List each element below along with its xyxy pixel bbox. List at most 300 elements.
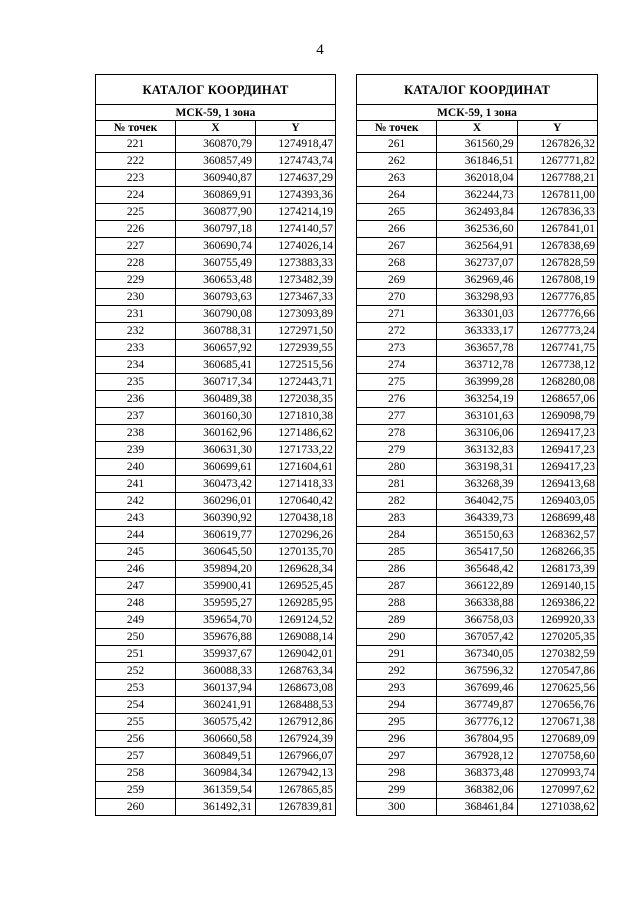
point-number-cell: 289 (357, 612, 437, 629)
table-row (357, 221, 598, 238)
table-row (357, 714, 598, 731)
table-row (357, 442, 598, 459)
table-row (96, 238, 336, 255)
point-number-cell: 293 (357, 680, 437, 697)
y-coordinate-cell: 1271486,62 (256, 425, 336, 442)
y-coordinate-cell: 1267828,59 (517, 255, 597, 272)
x-coordinate-cell: 363301,03 (437, 306, 517, 323)
x-coordinate-cell: 362536,60 (437, 221, 517, 238)
point-number-cell: 284 (357, 527, 437, 544)
x-coordinate-cell: 362493,84 (437, 204, 517, 221)
x-coordinate-cell: 360657,92 (176, 340, 256, 357)
y-coordinate-cell: 1267741,75 (517, 340, 597, 357)
table-row (96, 510, 336, 527)
table-row (96, 408, 336, 425)
table-row (96, 799, 336, 816)
table-row (357, 799, 598, 816)
x-coordinate-cell: 360489,38 (176, 391, 256, 408)
table-row (357, 204, 598, 221)
y-coordinate-cell: 1269124,52 (256, 612, 336, 629)
y-coordinate-cell: 1271810,38 (256, 408, 336, 425)
table-row (357, 153, 598, 170)
x-coordinate-cell: 360940,87 (176, 170, 256, 187)
column-header-point-number: № точек (96, 121, 176, 136)
x-coordinate-cell: 360645,50 (176, 544, 256, 561)
x-coordinate-cell: 360877,90 (176, 204, 256, 221)
point-number-cell: 296 (357, 731, 437, 748)
y-coordinate-cell: 1268657,06 (517, 391, 597, 408)
x-coordinate-cell: 360699,61 (176, 459, 256, 476)
x-coordinate-cell: 360793,63 (176, 289, 256, 306)
table-row (357, 663, 598, 680)
table-row (96, 663, 336, 680)
y-coordinate-cell: 1267942,13 (256, 765, 336, 782)
point-number-cell: 246 (96, 561, 176, 578)
x-coordinate-cell: 368382,06 (437, 782, 517, 799)
point-number-cell: 232 (96, 323, 176, 340)
table-row (96, 187, 336, 204)
catalog-title: КАТАЛОГ КООРДИНАТ (96, 75, 336, 105)
point-number-cell: 281 (357, 476, 437, 493)
y-coordinate-cell: 1270640,42 (256, 493, 336, 510)
table-row (357, 425, 598, 442)
point-number-cell: 298 (357, 765, 437, 782)
y-coordinate-cell: 1270656,76 (517, 697, 597, 714)
x-coordinate-cell: 365648,42 (437, 561, 517, 578)
y-coordinate-cell: 1268173,39 (517, 561, 597, 578)
y-coordinate-cell: 1269088,14 (256, 629, 336, 646)
y-coordinate-cell: 1270671,38 (517, 714, 597, 731)
point-number-cell: 265 (357, 204, 437, 221)
y-coordinate-cell: 1274140,57 (256, 221, 336, 238)
point-number-cell: 264 (357, 187, 437, 204)
x-coordinate-cell: 363712,78 (437, 357, 517, 374)
table-row (357, 340, 598, 357)
y-coordinate-cell: 1270135,70 (256, 544, 336, 561)
y-coordinate-cell: 1267773,24 (517, 323, 597, 340)
table-row (357, 680, 598, 697)
point-number-cell: 241 (96, 476, 176, 493)
point-number-cell: 228 (96, 255, 176, 272)
point-number-cell: 292 (357, 663, 437, 680)
point-number-cell: 294 (357, 697, 437, 714)
x-coordinate-cell: 360631,30 (176, 442, 256, 459)
table-row (357, 765, 598, 782)
column-header-x: X (437, 121, 517, 136)
page-number: 4 (316, 42, 324, 58)
table-row (357, 459, 598, 476)
table-row (96, 680, 336, 697)
y-coordinate-cell: 1274918,47 (256, 136, 336, 153)
x-coordinate-cell: 359894,20 (176, 561, 256, 578)
point-number-cell: 266 (357, 221, 437, 238)
x-coordinate-cell: 367340,05 (437, 646, 517, 663)
x-coordinate-cell: 367804,95 (437, 731, 517, 748)
x-coordinate-cell: 367699,46 (437, 680, 517, 697)
point-number-cell: 261 (357, 136, 437, 153)
column-header-y: Y (517, 121, 597, 136)
y-coordinate-cell: 1267776,66 (517, 306, 597, 323)
y-coordinate-cell: 1273883,33 (256, 255, 336, 272)
point-number-cell: 227 (96, 238, 176, 255)
table-row (357, 323, 598, 340)
point-number-cell: 222 (96, 153, 176, 170)
x-coordinate-cell: 361560,29 (437, 136, 517, 153)
table-row (96, 578, 336, 595)
point-number-cell: 291 (357, 646, 437, 663)
x-coordinate-cell: 360755,49 (176, 255, 256, 272)
x-coordinate-cell: 367596,32 (437, 663, 517, 680)
table-row (357, 374, 598, 391)
point-number-cell: 274 (357, 357, 437, 374)
point-number-cell: 252 (96, 663, 176, 680)
y-coordinate-cell: 1269413,68 (517, 476, 597, 493)
x-coordinate-cell: 359900,41 (176, 578, 256, 595)
point-number-cell: 224 (96, 187, 176, 204)
x-coordinate-cell: 368373,48 (437, 765, 517, 782)
y-coordinate-cell: 1269920,33 (517, 612, 597, 629)
y-coordinate-cell: 1274026,14 (256, 238, 336, 255)
table-row (357, 408, 598, 425)
x-coordinate-cell: 362564,91 (437, 238, 517, 255)
point-number-cell: 287 (357, 578, 437, 595)
point-number-cell: 268 (357, 255, 437, 272)
x-coordinate-cell: 367928,12 (437, 748, 517, 765)
table-row (96, 425, 336, 442)
y-coordinate-cell: 1267788,21 (517, 170, 597, 187)
x-coordinate-cell: 360870,79 (176, 136, 256, 153)
x-coordinate-cell: 360984,34 (176, 765, 256, 782)
y-coordinate-cell: 1271733,22 (256, 442, 336, 459)
x-coordinate-cell: 363657,78 (437, 340, 517, 357)
table-row (96, 136, 336, 153)
y-coordinate-cell: 1274393,36 (256, 187, 336, 204)
point-number-cell: 257 (96, 748, 176, 765)
x-coordinate-cell: 363198,31 (437, 459, 517, 476)
table-row (96, 272, 336, 289)
table-row (357, 272, 598, 289)
coordinate-system-zone: МСК-59, 1 зона (357, 105, 598, 121)
point-number-cell: 255 (96, 714, 176, 731)
point-number-cell: 225 (96, 204, 176, 221)
table-row (96, 459, 336, 476)
point-number-cell: 272 (357, 323, 437, 340)
point-number-cell: 230 (96, 289, 176, 306)
table-row (357, 782, 598, 799)
table-row (96, 782, 336, 799)
y-coordinate-cell: 1268763,34 (256, 663, 336, 680)
x-coordinate-cell: 362244,73 (437, 187, 517, 204)
x-coordinate-cell: 362737,07 (437, 255, 517, 272)
y-coordinate-cell: 1267808,19 (517, 272, 597, 289)
y-coordinate-cell: 1269285,95 (256, 595, 336, 612)
point-number-cell: 273 (357, 340, 437, 357)
x-coordinate-cell: 360690,74 (176, 238, 256, 255)
y-coordinate-cell: 1269628,34 (256, 561, 336, 578)
x-coordinate-cell: 360717,34 (176, 374, 256, 391)
point-number-cell: 251 (96, 646, 176, 663)
point-number-cell: 271 (357, 306, 437, 323)
y-coordinate-cell: 1268362,57 (517, 527, 597, 544)
table-row (96, 561, 336, 578)
x-coordinate-cell: 360869,91 (176, 187, 256, 204)
table-row (96, 357, 336, 374)
y-coordinate-cell: 1270997,62 (517, 782, 597, 799)
point-number-cell: 278 (357, 425, 437, 442)
x-coordinate-cell: 360619,77 (176, 527, 256, 544)
table-row (96, 765, 336, 782)
y-coordinate-cell: 1269042,01 (256, 646, 336, 663)
table-row (96, 527, 336, 544)
column-header-y: Y (256, 121, 336, 136)
table-row (357, 748, 598, 765)
point-number-cell: 288 (357, 595, 437, 612)
y-coordinate-cell: 1272443,71 (256, 374, 336, 391)
x-coordinate-cell: 361492,31 (176, 799, 256, 816)
point-number-cell: 244 (96, 527, 176, 544)
y-coordinate-cell: 1269417,23 (517, 442, 597, 459)
coordinate-system-zone: МСК-59, 1 зона (96, 105, 336, 121)
x-coordinate-cell: 363268,39 (437, 476, 517, 493)
point-number-cell: 259 (96, 782, 176, 799)
y-coordinate-cell: 1270382,59 (517, 646, 597, 663)
point-number-cell: 263 (357, 170, 437, 187)
table-row (357, 170, 598, 187)
x-coordinate-cell: 360575,42 (176, 714, 256, 731)
table-row (357, 544, 598, 561)
column-header-x: X (176, 121, 256, 136)
y-coordinate-cell: 1268280,08 (517, 374, 597, 391)
table-row (96, 442, 336, 459)
x-coordinate-cell: 359654,70 (176, 612, 256, 629)
coordinate-catalog-table-right (356, 74, 598, 816)
y-coordinate-cell: 1269417,23 (517, 459, 597, 476)
x-coordinate-cell: 360788,31 (176, 323, 256, 340)
y-coordinate-cell: 1270205,35 (517, 629, 597, 646)
point-number-cell: 242 (96, 493, 176, 510)
point-number-cell: 267 (357, 238, 437, 255)
x-coordinate-cell: 360137,94 (176, 680, 256, 697)
table-row (357, 493, 598, 510)
x-coordinate-cell: 365417,50 (437, 544, 517, 561)
table-row (357, 510, 598, 527)
y-coordinate-cell: 1271038,62 (517, 799, 597, 816)
table-row (357, 255, 598, 272)
y-coordinate-cell: 1271604,61 (256, 459, 336, 476)
x-coordinate-cell: 362969,46 (437, 272, 517, 289)
y-coordinate-cell: 1267865,85 (256, 782, 336, 799)
x-coordinate-cell: 361846,51 (437, 153, 517, 170)
y-coordinate-cell: 1269417,23 (517, 425, 597, 442)
x-coordinate-cell: 363298,93 (437, 289, 517, 306)
x-coordinate-cell: 360857,49 (176, 153, 256, 170)
point-number-cell: 277 (357, 408, 437, 425)
y-coordinate-cell: 1267924,39 (256, 731, 336, 748)
column-header-point-number: № точек (357, 121, 437, 136)
point-number-cell: 269 (357, 272, 437, 289)
point-number-cell: 253 (96, 680, 176, 697)
point-number-cell: 270 (357, 289, 437, 306)
y-coordinate-cell: 1267771,82 (517, 153, 597, 170)
point-number-cell: 290 (357, 629, 437, 646)
x-coordinate-cell: 360162,96 (176, 425, 256, 442)
point-number-cell: 283 (357, 510, 437, 527)
y-coordinate-cell: 1268699,48 (517, 510, 597, 527)
x-coordinate-cell: 360797,18 (176, 221, 256, 238)
x-coordinate-cell: 362018,04 (437, 170, 517, 187)
point-number-cell: 237 (96, 408, 176, 425)
y-coordinate-cell: 1270438,18 (256, 510, 336, 527)
point-number-cell: 250 (96, 629, 176, 646)
y-coordinate-cell: 1272939,55 (256, 340, 336, 357)
table-row (96, 697, 336, 714)
table-row (357, 612, 598, 629)
x-coordinate-cell: 360296,01 (176, 493, 256, 510)
x-coordinate-cell: 363333,17 (437, 323, 517, 340)
y-coordinate-cell: 1270547,86 (517, 663, 597, 680)
table-row (96, 748, 336, 765)
x-coordinate-cell: 360088,33 (176, 663, 256, 680)
y-coordinate-cell: 1267776,85 (517, 289, 597, 306)
y-coordinate-cell: 1267826,32 (517, 136, 597, 153)
point-number-cell: 221 (96, 136, 176, 153)
y-coordinate-cell: 1269525,45 (256, 578, 336, 595)
table-row (357, 289, 598, 306)
x-coordinate-cell: 367057,42 (437, 629, 517, 646)
y-coordinate-cell: 1270758,60 (517, 748, 597, 765)
y-coordinate-cell: 1267912,86 (256, 714, 336, 731)
x-coordinate-cell: 363254,19 (437, 391, 517, 408)
x-coordinate-cell: 367776,12 (437, 714, 517, 731)
point-number-cell: 262 (357, 153, 437, 170)
table-row (96, 323, 336, 340)
point-number-cell: 299 (357, 782, 437, 799)
x-coordinate-cell: 364339,73 (437, 510, 517, 527)
table-row (96, 731, 336, 748)
y-coordinate-cell: 1270689,09 (517, 731, 597, 748)
table-row (96, 153, 336, 170)
x-coordinate-cell: 361359,54 (176, 782, 256, 799)
point-number-cell: 285 (357, 544, 437, 561)
y-coordinate-cell: 1272515,56 (256, 357, 336, 374)
point-number-cell: 229 (96, 272, 176, 289)
x-coordinate-cell: 360685,41 (176, 357, 256, 374)
table-row (96, 493, 336, 510)
y-coordinate-cell: 1267838,69 (517, 238, 597, 255)
point-number-cell: 231 (96, 306, 176, 323)
point-number-cell: 238 (96, 425, 176, 442)
y-coordinate-cell: 1267839,81 (256, 799, 336, 816)
x-coordinate-cell: 360653,48 (176, 272, 256, 289)
catalog-title: КАТАЛОГ КООРДИНАТ (357, 75, 598, 105)
table-row (96, 476, 336, 493)
x-coordinate-cell: 360241,91 (176, 697, 256, 714)
x-coordinate-cell: 368461,84 (437, 799, 517, 816)
point-number-cell: 258 (96, 765, 176, 782)
y-coordinate-cell: 1269403,05 (517, 493, 597, 510)
x-coordinate-cell: 363132,83 (437, 442, 517, 459)
x-coordinate-cell: 365150,63 (437, 527, 517, 544)
x-coordinate-cell: 360849,51 (176, 748, 256, 765)
x-coordinate-cell: 363999,28 (437, 374, 517, 391)
table-row (96, 391, 336, 408)
table-row (357, 391, 598, 408)
table-row (357, 646, 598, 663)
y-coordinate-cell: 1269098,79 (517, 408, 597, 425)
point-number-cell: 256 (96, 731, 176, 748)
y-coordinate-cell: 1267738,12 (517, 357, 597, 374)
y-coordinate-cell: 1271418,33 (256, 476, 336, 493)
y-coordinate-cell: 1273093,89 (256, 306, 336, 323)
point-number-cell: 276 (357, 391, 437, 408)
table-row (96, 595, 336, 612)
x-coordinate-cell: 367749,87 (437, 697, 517, 714)
table-row (96, 289, 336, 306)
y-coordinate-cell: 1267841,01 (517, 221, 597, 238)
table-row (96, 646, 336, 663)
y-coordinate-cell: 1270993,74 (517, 765, 597, 782)
y-coordinate-cell: 1273482,39 (256, 272, 336, 289)
table-row (96, 374, 336, 391)
y-coordinate-cell: 1274637,29 (256, 170, 336, 187)
point-number-cell: 295 (357, 714, 437, 731)
point-number-cell: 260 (96, 799, 176, 816)
point-number-cell: 280 (357, 459, 437, 476)
table-row (357, 306, 598, 323)
table-row (96, 544, 336, 561)
x-coordinate-cell: 360390,92 (176, 510, 256, 527)
table-row (96, 255, 336, 272)
x-coordinate-cell: 364042,75 (437, 493, 517, 510)
x-coordinate-cell: 360160,30 (176, 408, 256, 425)
point-number-cell: 245 (96, 544, 176, 561)
point-number-cell: 248 (96, 595, 176, 612)
point-number-cell: 275 (357, 374, 437, 391)
x-coordinate-cell: 366758,03 (437, 612, 517, 629)
point-number-cell: 239 (96, 442, 176, 459)
point-number-cell: 226 (96, 221, 176, 238)
table-row (357, 476, 598, 493)
y-coordinate-cell: 1270296,26 (256, 527, 336, 544)
y-coordinate-cell: 1268266,35 (517, 544, 597, 561)
x-coordinate-cell: 359676,88 (176, 629, 256, 646)
table-row (96, 221, 336, 238)
table-row (96, 204, 336, 221)
x-coordinate-cell: 360660,58 (176, 731, 256, 748)
coordinate-catalog-table-left (95, 74, 336, 816)
x-coordinate-cell: 360790,08 (176, 306, 256, 323)
point-number-cell: 234 (96, 357, 176, 374)
y-coordinate-cell: 1267836,33 (517, 204, 597, 221)
y-coordinate-cell: 1269140,15 (517, 578, 597, 595)
point-number-cell: 233 (96, 340, 176, 357)
point-number-cell: 286 (357, 561, 437, 578)
point-number-cell: 300 (357, 799, 437, 816)
table-row (96, 340, 336, 357)
table-row (96, 170, 336, 187)
table-row (357, 578, 598, 595)
y-coordinate-cell: 1273467,33 (256, 289, 336, 306)
table-row (357, 697, 598, 714)
x-coordinate-cell: 360473,42 (176, 476, 256, 493)
y-coordinate-cell: 1270625,56 (517, 680, 597, 697)
table-row (357, 595, 598, 612)
table-row (357, 357, 598, 374)
table-row (96, 612, 336, 629)
table-row (357, 187, 598, 204)
table-row (96, 629, 336, 646)
point-number-cell: 243 (96, 510, 176, 527)
